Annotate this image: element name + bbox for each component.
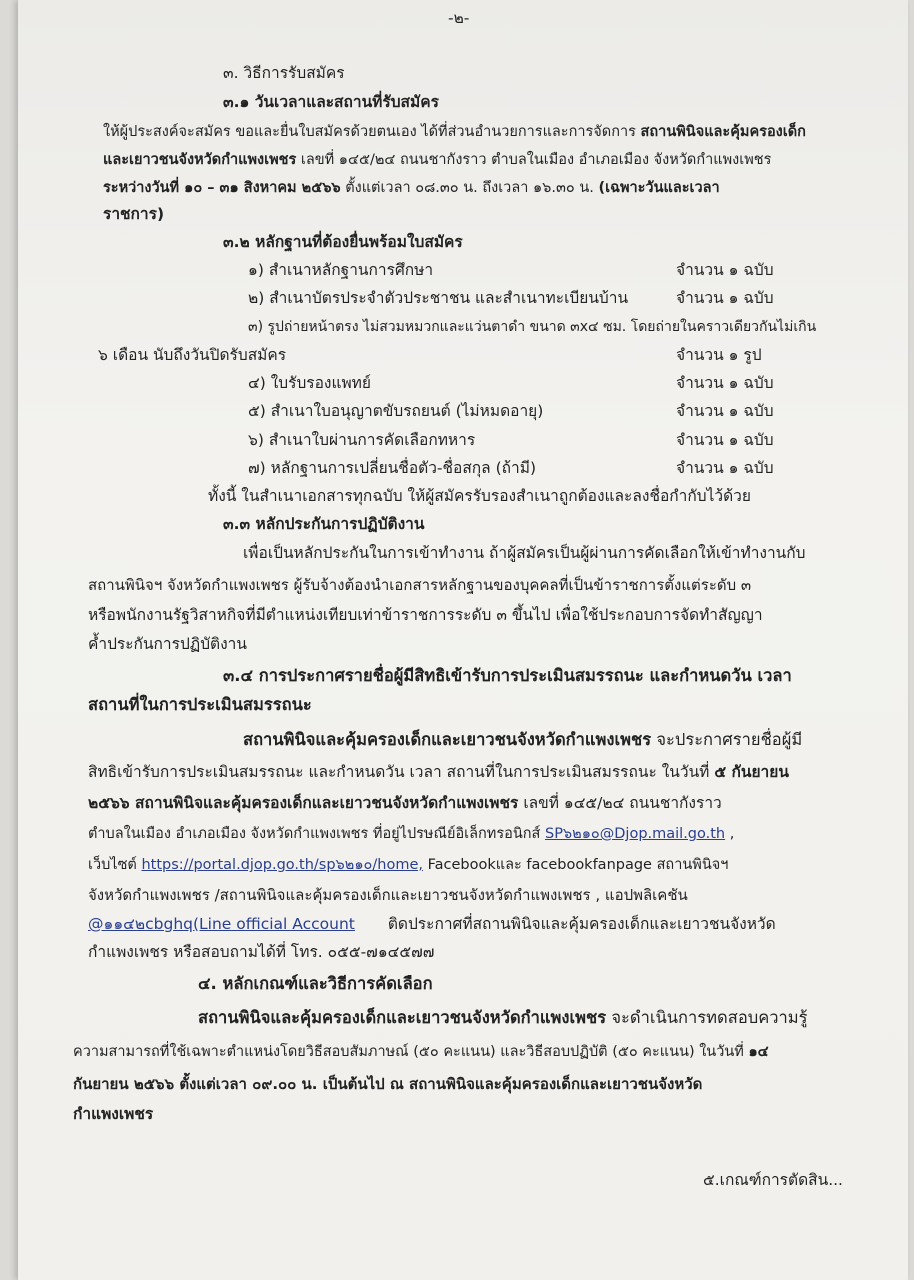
paragraph-line [103, 178, 720, 198]
line-account-link[interactable]: @๑๑๔๒cbghq(Line official Account [88, 915, 355, 933]
paragraph-line [88, 914, 776, 934]
paragraph-line [243, 730, 802, 750]
doc-qty: จำนวน ๑ ฉบับ [676, 459, 774, 477]
text-run: สิทธิเข้ารับการประเมินสมรรถนะ และกำหนดวัน เวลา สถานที่ในการประเมินสมรรถนะ ในวันที่ [88, 763, 710, 781]
text-run: เลขที่ ๑๔๕/๒๔ ถนนชากังราว [523, 794, 722, 812]
doc-qty: จำนวน ๑ ฉบับ [676, 289, 774, 307]
text-run-bold: สถานพินิจและคุ้มครองเด็กและเยาวชนจังหวัดกำแพงเพชร [243, 730, 652, 749]
paragraph-line [73, 1042, 769, 1062]
doc-item: ๗) หลักฐานการเปลี่ยนชื่อตัว-ชื่อสกุล (ถ้ามี) [248, 459, 536, 477]
email-link[interactable]: SP๖๒๑๐@Djop.mail.go.th [544, 826, 726, 842]
doc-qty: จำนวน ๑ ฉบับ [676, 374, 774, 392]
paragraph-line [88, 762, 789, 782]
paragraph-line: กำแพงเพชร หรือสอบถามได้ที่ โทร. ๐๕๕-๗๑๔๕๗๗ [88, 943, 435, 961]
text-run-bold: (เฉพาะวันและเวลา [598, 180, 720, 196]
text-run: Facebookและ facebookfanpage สถานพินิจฯ [427, 857, 729, 873]
text-run-bold: และเยาวชนจังหวัดกำแพงเพชร [103, 152, 297, 168]
text-run: ตำบลในเมือง อำเภอเมือง จังหวัดกำแพงเพชร ที่อยู่ไปรษณีย์อิเล็กทรอนิกส์ [88, 826, 541, 842]
section-3-heading: ๓. วิธีการรับสมัคร [223, 64, 345, 82]
section-3-4-heading: ๓.๔ การประกาศรายชื่อผู้มีสิทธิเข้ารับการประเมินสมรรถนะ และกำหนดวัน เวลา [223, 666, 792, 685]
paragraph-line [103, 150, 771, 170]
text-run: จะประกาศรายชื่อผู้มี [656, 730, 803, 749]
text-run: , [729, 826, 735, 842]
text-run: ให้ผู้ประสงค์จะสมัคร ขอและยื่นใบสมัครด้วยตนเอง ได้ที่ส่วนอำนวยการและการจัดการ [103, 124, 636, 140]
doc-item: ๔) ใบรับรองแพทย์ [248, 374, 371, 392]
document-page [18, 0, 908, 1280]
doc-item: ๖) สำเนาใบผ่านการคัดเลือกทหาร [248, 431, 476, 449]
paragraph-line [103, 122, 806, 142]
doc-item: ๓) รูปถ่ายหน้าตรง ไม่สวมหมวกและแว่นตาดำ ขนาด ๓x๔ ซม. โดยถ่ายในคราวเดียวกันไม่เกิน [248, 319, 817, 335]
section-4-heading: ๔. หลักเกณฑ์และวิธีการคัดเลือก [198, 974, 433, 993]
docs-note: ทั้งนี้ ในสำเนาเอกสารทุกฉบับ ให้ผู้สมัครรับรองสำเนาถูกต้องและลงชื่อกำกับไว้ด้วย [208, 487, 751, 505]
text-run: เลขที่ ๑๔๕/๒๔ ถนนชากังราว ตำบลในเมือง อำเภอเมือง จังหวัดกำแพงเพชร [300, 152, 772, 168]
text-run: ความสามารถที่ใช้เฉพาะตำแหน่งโดยวิธีสอบสัมภาษณ์ (๕๐ คะแนน) และวิธีสอบปฏิบัติ (๕๐ คะแนน) ในวันที่ [73, 1044, 744, 1060]
doc-item: ๑) สำเนาหลักฐานการศึกษา [248, 261, 434, 279]
paragraph-line [198, 1008, 808, 1028]
text-run: ตั้งแต่เวลา ๐๘.๓๐ น. ถึงเวลา ๑๖.๓๐ น. [345, 180, 594, 196]
doc-item: ๕) สำเนาใบอนุญาตขับรถยนต์ (ไม่หมดอายุ) [248, 402, 544, 420]
text-run: จะดำเนินการทดสอบความรู้ [611, 1008, 808, 1027]
website-link[interactable]: https://portal.djop.go.th/sp๖๒๑๐/home, [141, 857, 423, 873]
section-3-4-heading-cont: สถานที่ในการประเมินสมรรถนะ [88, 695, 312, 714]
section-3-3-heading: ๓.๓ หลักประกันการปฏิบัติงาน [223, 515, 425, 533]
paragraph-line: สถานพินิจฯ จังหวัดกำแพงเพชร ผู้รับจ้างต้องนำเอกสารหลักฐานของบุคคลที่เป็นข้าราชการตั้งแต่ระดับ ๓ [88, 576, 752, 594]
page-number: -๒- [448, 9, 470, 27]
text-run: เว็บไซต์ [88, 857, 137, 873]
paragraph-line: จังหวัดกำแพงเพชร /สถานพินิจและคุ้มครองเด็กและเยาวชนจังหวัดกำแพงเพชร , แอปพลิเคชัน [88, 886, 688, 904]
text-run-bold: ระหว่างวันที่ ๑๐ – ๓๑ สิงหาคม ๒๕๖๖ [103, 180, 341, 196]
doc-item: ๖ เดือน นับถึงวันปิดรับสมัคร [98, 346, 287, 364]
doc-qty: จำนวน ๑ ฉบับ [676, 261, 774, 279]
text-run-bold: ๑๔ [748, 1044, 769, 1060]
text-run-bold: ๕ กันยายน [714, 763, 789, 781]
paragraph-line: ค้ำประกันการปฏิบัติงาน [88, 635, 247, 653]
doc-item: ๒) สำเนาบัตรประจำตัวประชาชน และสำเนาทะเบียนบ้าน [248, 289, 629, 307]
paragraph-line [88, 855, 728, 875]
text-run-bold: สถานพินิจและคุ้มครองเด็กและเยาวชนจังหวัดกำแพงเพชร [198, 1008, 607, 1027]
doc-qty: จำนวน ๑ รูป [676, 346, 762, 364]
section-3-1-heading: ๓.๑ วันเวลาและสถานที่รับสมัคร [223, 93, 439, 111]
doc-qty: จำนวน ๑ ฉบับ [676, 402, 774, 420]
paragraph-line [88, 793, 722, 813]
section-3-2-heading: ๓.๒ หลักฐานที่ต้องยื่นพร้อมใบสมัคร [223, 233, 463, 251]
paragraph-line: กันยายน ๒๕๖๖ ตั้งแต่เวลา ๐๙.๐๐ น. เป็นต้นไป ณ สถานพินิจและคุ้มครองเด็กและเยาวชนจังหวัด [73, 1075, 703, 1093]
paragraph-line: กำแพงเพชร [73, 1105, 154, 1123]
text-run-bold: สถานพินิจและคุ้มครองเด็ก [640, 124, 806, 140]
paragraph-line: เพื่อเป็นหลักประกันในการเข้าทำงาน ถ้าผู้สมัครเป็นผู้ผ่านการคัดเลือกให้เข้าทำงานกับ [243, 544, 806, 562]
text-run-bold: ๒๕๖๖ สถานพินิจและคุ้มครองเด็กและเยาวชนจังหวัดกำแพงเพชร [88, 794, 519, 812]
text-run: ติดประกาศที่สถานพินิจและคุ้มครองเด็กและเยาวชนจังหวัด [387, 915, 776, 933]
continuation-text: ๕.เกณฑ์การตัดสิน... [703, 1171, 843, 1189]
paragraph-line [88, 824, 734, 844]
paragraph-line: ราชการ) [103, 205, 165, 223]
doc-qty: จำนวน ๑ ฉบับ [676, 431, 774, 449]
paragraph-line: หรือพนักงานรัฐวิสาหกิจที่มีตำแหน่งเทียบเท่าข้าราชการระดับ ๓ ขึ้นไป เพื่อใช้ประกอบการจัดทำสัญญา [88, 606, 763, 624]
